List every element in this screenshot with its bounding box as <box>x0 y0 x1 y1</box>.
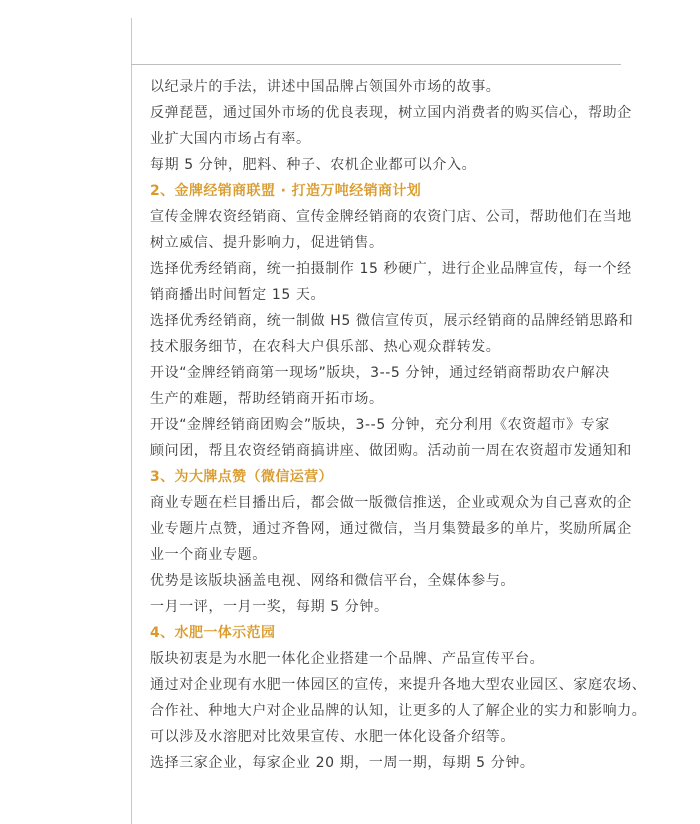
text-line: 反弹琵琶，通过国外市场的优良表现，树立国内消费者的购买信心，帮助企 <box>150 105 632 121</box>
heading-text: 3、为大牌点赞（微信运营） <box>150 469 333 485</box>
paragraph <box>150 594 630 620</box>
paragraph <box>150 256 630 308</box>
text-line: 业专题片点赞，通过齐鲁网，通过微信，当月集赞最多的单片，奖励所属企 <box>150 521 632 537</box>
article-body <box>150 74 647 776</box>
text-line: 以纪录片的手法，讲述中国品牌占领国外市场的故事。 <box>150 79 501 95</box>
paragraph <box>150 490 630 568</box>
text-line: 树立威信、提升影响力，促进销售。 <box>150 235 384 251</box>
heading-text: 2、金牌经销商联盟 · 打造万吨经销商计划 <box>150 183 422 199</box>
paragraph <box>150 308 634 360</box>
heading-text: 4、水肥一体示范园 <box>150 625 276 641</box>
paragraph <box>150 152 630 178</box>
text-line: 开设“金牌经销商第一现场”版块，3--5 分钟，通过经销商帮助农户解决 <box>150 365 610 381</box>
top-divider-rule <box>131 64 621 65</box>
paragraph <box>150 412 630 464</box>
paragraph <box>150 724 630 750</box>
left-margin-rule <box>131 18 132 824</box>
text-line: 技术服务细节，在农科大户俱乐部、热心观众群转发。 <box>150 339 501 355</box>
paragraph <box>150 74 630 100</box>
text-line: 顾问团，帮且农资经销商搞讲座、做团购。活动前一周在农资超市发通知和 <box>150 443 632 459</box>
section-heading-2 <box>150 178 630 204</box>
text-line: 选择优秀经销商，统一制做 H5 微信宣传页，展示经销商的品牌经销思路和 <box>150 313 634 329</box>
text-line: 生产的难题，帮助经销商开拓市场。 <box>150 391 384 407</box>
text-line: 业扩大国内市场占有率。 <box>150 131 311 147</box>
text-line: 版块初衷是为水肥一体化企业搭建一个品牌、产品宣传平台。 <box>150 651 545 667</box>
text-line: 商业专题在栏目播出后，都会做一版微信推送，企业或观众为自己喜欢的企 <box>150 495 632 511</box>
text-line: 选择优秀经销商，统一拍摄制作 15 秒硬广，进行企业品牌宣传，每一个经 <box>150 261 632 277</box>
text-line: 可以涉及水溶肥对比效果宣传、水肥一体化设备介绍等。 <box>150 729 515 745</box>
text-line: 通过对企业现有水肥一体园区的宣传，来提升各地大型农业园区、家庭农场、 <box>150 677 647 693</box>
paragraph <box>150 568 630 594</box>
text-line: 业一个商业专题。 <box>150 547 267 563</box>
text-line: 选择三家企业，每家企业 20 期，一周一期，每期 5 分钟。 <box>150 755 535 771</box>
text-line: 优势是该版块涵盖电视、网络和微信平台，全媒体参与。 <box>150 573 515 589</box>
paragraph <box>150 646 630 672</box>
paragraph <box>150 672 647 724</box>
text-line: 一月一评，一月一奖，每期 5 分钟。 <box>150 599 389 615</box>
paragraph <box>150 360 630 412</box>
text-line: 合作社、种地大户对企业品牌的认知，让更多的人了解企业的实力和影响力。 <box>150 703 647 719</box>
section-heading-3 <box>150 464 630 490</box>
section-heading-4 <box>150 620 630 646</box>
paragraph <box>150 750 630 776</box>
paragraph <box>150 100 630 152</box>
paragraph <box>150 204 630 256</box>
text-line: 宣传金牌农资经销商、宣传金牌经销商的农资门店、公司，帮助他们在当地 <box>150 209 632 225</box>
text-line: 每期 5 分钟，肥料、种子、农机企业都可以介入。 <box>150 157 477 173</box>
text-line: 销商播出时间暂定 15 天。 <box>150 287 326 303</box>
text-line: 开设“金牌经销商团购会”版块，3--5 分钟，充分利用《农资超市》专家 <box>150 417 610 433</box>
